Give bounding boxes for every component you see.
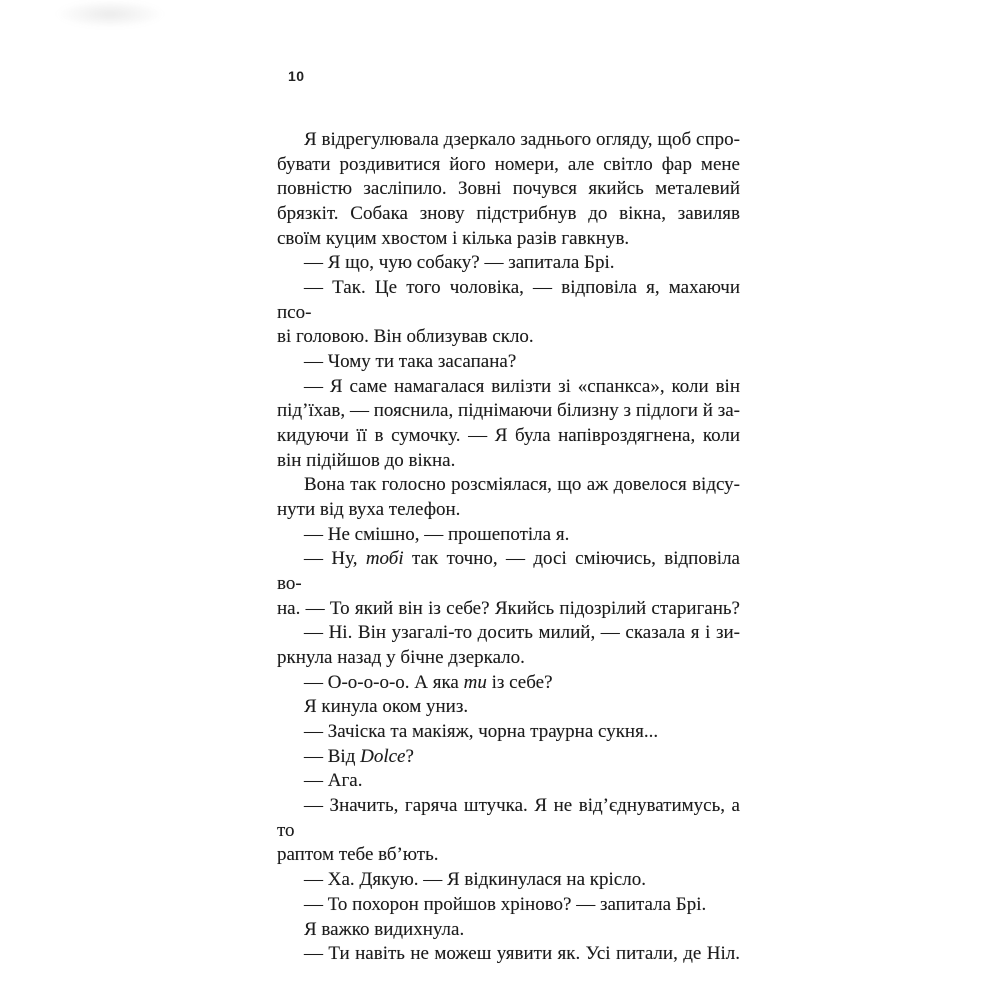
text-segment: із себе?: [486, 671, 553, 693]
text-line: [277, 153, 740, 178]
italic-text-segment: ти: [463, 671, 487, 693]
text-line: [277, 646, 740, 671]
text-line: [277, 794, 740, 843]
text-line: [277, 325, 740, 350]
text-segment: — Ага.: [304, 770, 363, 792]
text-segment: — Ха. Дякую. — Я відкинулася на крісло.: [304, 869, 646, 891]
text-segment: — Так. Це того чоловіка, — відповіла я, махаючи псо-: [277, 277, 740, 323]
text-line: [277, 128, 740, 153]
text-segment: так точно, — досі сміючись, відповіла во-: [277, 548, 740, 595]
page-number: 10: [288, 68, 305, 84]
text-segment: він підійшов до вікна.: [277, 449, 456, 471]
text-segment: кидуючи її в сумочку. — Я була напівроздягнена, коли: [277, 425, 740, 447]
text-line: [277, 621, 740, 646]
text-segment: під’їхав, — пояснила, піднімаючи білизну з підлоги й за-: [277, 400, 740, 422]
text-line: [277, 375, 740, 400]
text-line: [277, 745, 740, 770]
text-segment: ві головою. Він облизував скло.: [277, 326, 534, 348]
scan-smudge: [55, 0, 165, 28]
text-line: [277, 202, 740, 227]
text-segment: — Я що, чую собаку? — запитала Брі.: [304, 252, 615, 274]
text-segment: — О-о-о-о-о. А яка: [304, 671, 464, 693]
text-line: [277, 276, 740, 325]
text-line: [277, 893, 740, 918]
text-line: [277, 227, 740, 252]
text-segment: — Зачіска та макіяж, чорна траурна сукня...: [304, 721, 659, 743]
text-line: [277, 523, 740, 548]
text-segment: повністю засліпило. Зовні почувся якийсь металевий: [277, 178, 740, 200]
text-line: [277, 498, 740, 523]
text-segment: Вона так голосно розсміялася, що аж довелося відсу-: [304, 474, 740, 496]
text-segment: Я важко видихнула.: [304, 918, 465, 940]
text-line: [277, 251, 740, 276]
text-segment: раптом тебе вб’ють.: [277, 844, 439, 866]
text-segment: своїм куцим хвостом і кілька разів гавкнув.: [277, 227, 630, 249]
text-segment: — Чому ти така засапана?: [304, 351, 517, 373]
text-segment: брязкіт. Собака знову підстрибнув до вікна, завиляв: [277, 203, 740, 225]
text-segment: — Від: [304, 745, 361, 767]
text-segment: — Ти навіть не можеш уявити як. Усі питали, де Ніл.: [304, 943, 740, 965]
text-line: [277, 424, 740, 449]
text-line: [277, 942, 740, 967]
text-line: [277, 769, 740, 794]
text-segment: — Ну,: [304, 548, 366, 570]
text-line: [277, 918, 740, 943]
text-line: [277, 350, 740, 375]
text-line: [277, 720, 740, 745]
text-segment: ?: [405, 745, 414, 767]
text-segment: бувати роздивитися його номери, але світло фар мене: [277, 153, 740, 175]
text-segment: Я відрегулювала дзеркало заднього огляду, щоб спро-: [304, 129, 740, 150]
italic-text-segment: Dolce: [360, 745, 406, 767]
text-segment: — То похорон пройшов хріново? — запитала Брі.: [304, 893, 707, 915]
text-line: [277, 547, 740, 596]
text-line: [277, 473, 740, 498]
text-segment: — Ні. Він узагалі-то досить милий, — сказала я і зи-: [304, 622, 740, 644]
text-line: [277, 399, 740, 424]
italic-text-segment: тобі: [365, 548, 404, 570]
text-line: [277, 177, 740, 202]
text-line: [277, 671, 740, 696]
text-line: [277, 449, 740, 474]
body-text-block: [277, 128, 740, 967]
text-line: [277, 695, 740, 720]
text-segment: ркнула назад у бічне дзеркало.: [277, 647, 525, 669]
text-segment: — Не смішно, — прошепотіла я.: [304, 523, 570, 545]
text-line: [277, 843, 740, 868]
text-line: [277, 597, 740, 622]
text-segment: Я кинула оком униз.: [304, 696, 469, 718]
text-segment: нути від вуха телефон.: [277, 499, 461, 521]
text-segment: — Значить, гаряча штучка. Я не від’єднуватимусь, а то: [277, 795, 740, 841]
text-segment: на. — То який він із себе? Якийсь підозрілий старигань?: [277, 597, 740, 619]
text-segment: — Я саме намагалася вилізти зі «спанкса», коли він: [304, 375, 740, 397]
text-line: [277, 868, 740, 893]
